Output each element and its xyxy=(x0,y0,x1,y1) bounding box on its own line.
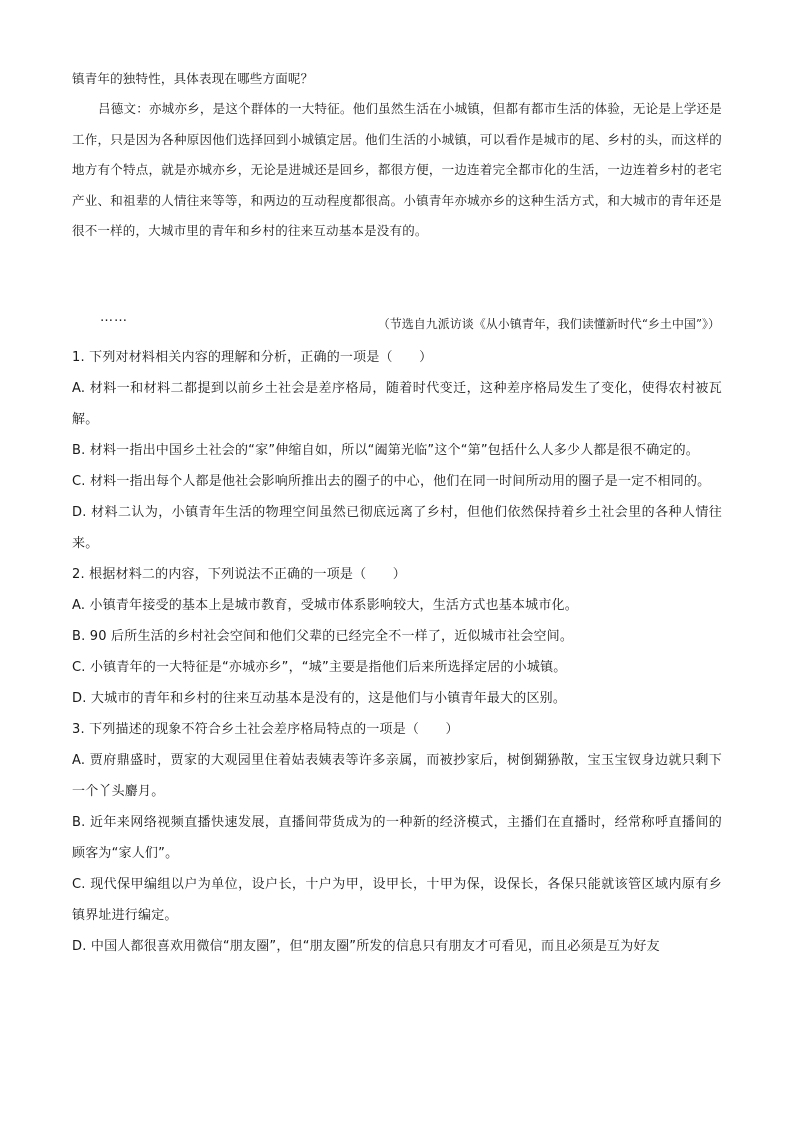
option-b: B. 材料一指出中国乡土社会的“家”伸缩自如，所以“阖第光临”这个“第”包括什么人多少人都是很不确定的。 xyxy=(72,443,699,458)
source-citation: （节选自九派访谈《从小镇青年，我们读懂新时代“乡土中国”》） xyxy=(377,317,720,331)
option-b: B. 90 后所生活的乡村社会空间和他们父辈的已经完全不一样了，近似城市社会空间。 xyxy=(72,629,574,644)
question-1 xyxy=(72,342,722,559)
question-list xyxy=(72,342,722,962)
option-a: A. 贾府鼎盛时，贾家的大观园里住着姑表姨表等许多亲属，而被抄家后，树倒猢狲散，宝玉宝钗身边就只剩下一个丫头麝月。 xyxy=(72,753,722,799)
question-stem: 3. 下列描述的现象不符合乡土社会差序格局特点的一项是（ ） xyxy=(72,722,459,737)
intro-tail-text: 镇青年的独特性，具体表现在哪些方面呢？ xyxy=(72,71,314,86)
question-stem: 2. 根据材料二的内容，下列说法不正确的一项是（ ） xyxy=(72,567,406,582)
ellipsis: …… xyxy=(100,310,128,325)
question-2 xyxy=(72,559,722,714)
option-a: A. 小镇青年接受的基本上是城市教育，受城市体系影响较大，生活方式也基本城市化。 xyxy=(72,598,578,613)
question-stem: 1. 下列对材料相关内容的理解和分析，正确的一项是（ ） xyxy=(72,350,433,365)
question-3 xyxy=(72,714,722,962)
option-d: D. 大城市的青年和乡村的往来互动基本是没有的，这是他们与小镇青年最大的区别。 xyxy=(72,691,567,706)
option-a: A. 材料一和材料二都提到以前乡土社会是差序格局，随着时代变迁，这种差序格局发生了变化，使得农村被瓦解。 xyxy=(72,381,722,427)
option-c: C. 现代保甲编组以户为单位，设户长，十户为甲，设甲长，十甲为保，设保长，各保只能就该管区域内原有乡镇界址进行编定。 xyxy=(72,877,722,923)
option-c: C. 材料一指出每个人都是他社会影响所推出去的圈子的中心，他们在同一时间所动用的圈子是一定不相同的。 xyxy=(72,474,711,489)
option-d: D. 中国人都很喜欢用微信“朋友圈”，但“朋友圈”所发的信息只有朋友才可看见，而且必须是互为好友 xyxy=(72,939,660,954)
option-b: B. 近年来网络视频直播快速发展，直播间带货成为的一种新的经济模式，主播们在直播时，经常称呼直播间的顾客为“家人们”。 xyxy=(72,815,722,861)
option-c: C. 小镇青年的一大特征是“亦城亦乡”，“城”主要是指他们后来所选择定居的小城镇。 xyxy=(72,660,567,675)
option-d: D. 材料二认为，小镇青年生活的物理空间虽然已彻底远离了乡村，但他们依然保持着乡土社会里的各种人情往来。 xyxy=(72,505,722,551)
interview-answer-paragraph: 吕德文：亦城亦乡，是这个群体的一大特征。他们虽然生活在小城镇，但都有都市生活的体验，无论是上学还是工作，只是因为各种原因他们选择回到小城镇定居。他们生活的小城镇，可以看作是城市的尾、乡村的头，而这样的地方有个特点，就是亦城亦乡，无论是进城还是回乡，都很方便，一边连着完全都市化的生活，一边连着乡村的老宅产业、和祖辈的人情往来等等，和两边的互动程度都很高。小镇青年亦城亦乡的这种生活方式，和大城市的青年还是很不一样的，大城市里的青年和乡村的往来互动基本是没有的。 xyxy=(72,101,722,239)
